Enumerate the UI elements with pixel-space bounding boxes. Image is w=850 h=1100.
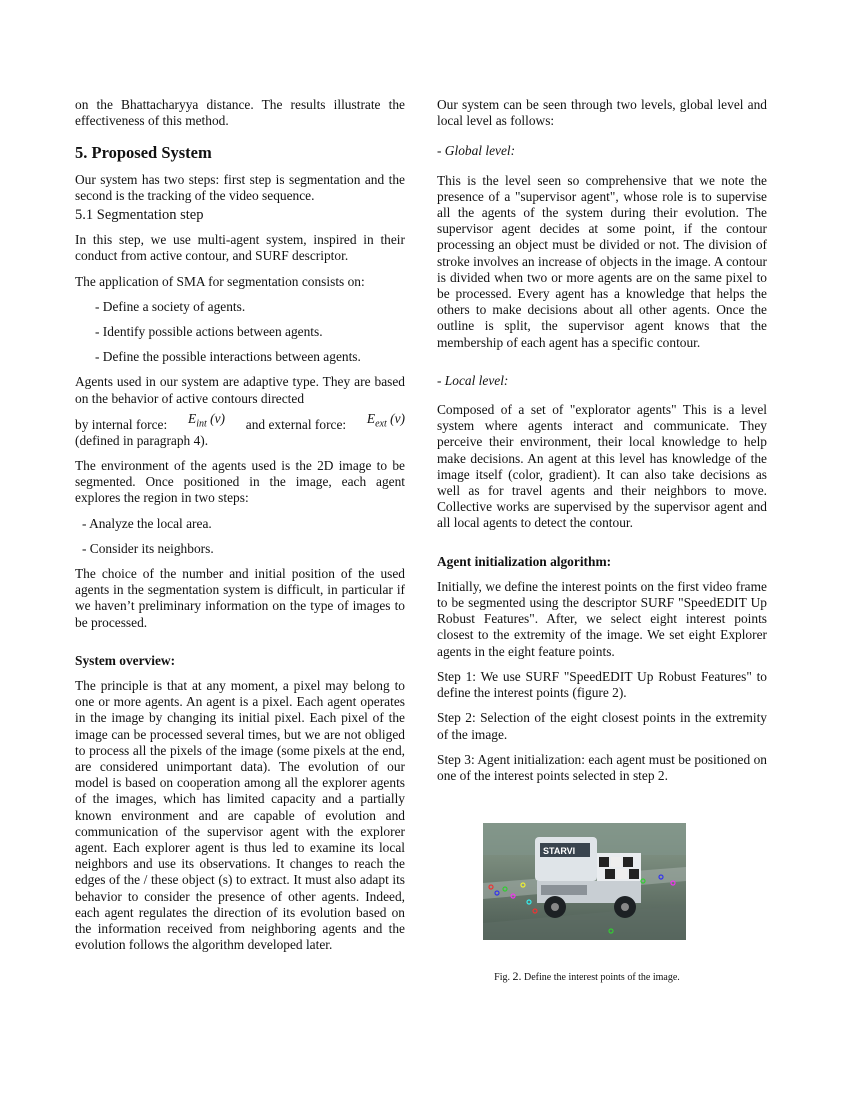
system-overview-heading: System overview:: [75, 652, 176, 668]
list-item: - Identify possible actions between agents.: [95, 324, 323, 340]
step1-paragraph: Step 1: We use SURF "SpeedEDIT Up Robust Features" to define the interest points (figure 2).: [437, 668, 767, 701]
list-item: - Define the possible interactions between agents.: [95, 349, 361, 365]
figure-caption: Fig. 2. Define the interest points of the image.: [494, 969, 680, 983]
section-heading-proposed-system: 5. Proposed System: [75, 143, 212, 163]
truck-figure-image: [483, 823, 686, 940]
initially-paragraph: Initially, we define the interest points on the first video frame to be segmented using the descriptor SURF "SpeedEDIT Up Robust Features". After, we select eight interest points closest to the extremity of the image. We set eight Explorer agents in the eight feature points.: [437, 578, 767, 659]
principle-paragraph: The principle is that at any moment, a pixel may belong to one or more agents. An agent is a pixel. Each agent operates in the image by changing its initial pixel. Each pixel of the image can be processed several times, but we are not obliged to process all the pixels of the image (some pixels at the end, are considered unimportant data). The evolution of our model is based on cooperation among all the explorer agents of the images, which has limited capacity and a partially known environment and are capable of evolution and communication of the supervisor agent with the explorer agent. Each explorer agent is thus led to examine its local neighbors and use its observations. It changes to reach the edges of the / these object (s) to extract. It must also adapt its behavior to consider the presence of other agents. Indeed, each agent regulates the direction of its evolution based on the information received from neighboring agents and the evolution follows the algorithm developed later.: [75, 677, 405, 953]
internal-force-formula: $E_{int}$ (v): [188, 410, 225, 430]
list-item: - Define a society of agents.: [95, 298, 246, 314]
external-force-label: and external force:: [245, 416, 347, 432]
choice-paragraph: The choice of the number and initial position of the used agents in the segmentation system is difficult, in particular if we haven’t preliminary information on the type of images to be processed.: [75, 565, 405, 630]
local-level-heading: - Local level:: [437, 372, 509, 388]
list-item: - Analyze the local area.: [82, 515, 212, 531]
multiagent-paragraph: In this step, we use multi-agent system, inspired in their conduct from active contour, and SURF descriptor.: [75, 232, 405, 264]
truck-logo-text: STARVI: [543, 846, 576, 856]
local-level-paragraph: Composed of a set of "explorator agents" This is a level system where agents interact and communicate. They perceive their environment, their local knowledge to help make decisions. An agent at this level has knowledge of the image itself (color, gradient). It can also take decisions as well as for travel agents and their neighbors to move. Collective works are supervised by the supervisor agent and all local agents to detect the contour.: [437, 402, 767, 531]
defined-paragraph: (defined in paragraph 4).: [75, 432, 209, 448]
global-level-paragraph: This is the level seen so comprehensive that we note the presence of a "supervisor agent", whose role is to supervise all the agents of the system during their evolution. The supervisor agent decides at some point, if the contour processing an object must be divided or not. The division of stroke involves an increase of objects in the image. A contour is divided when two or more agents are on the same pixel to be processed. Every agent has a knowledge that helps the others to make decisions about all other agents. Once the outline is split, the supervisor agent knows that the membership of each agent has a specific contour.: [437, 172, 767, 350]
forces-line: [75, 411, 405, 433]
subsection-heading-segmentation: 5.1 Segmentation step: [75, 207, 204, 224]
internal-force-label: by internal force:: [75, 416, 168, 432]
environment-paragraph: The environment of the agents used is the 2D image to be segmented. Once positioned in the image, each agent explores the region in two steps:: [75, 457, 405, 506]
levels-paragraph: Our system can be seen through two levels, global level and local level as follows:: [437, 97, 767, 129]
left-column: [75, 97, 405, 962]
step2-paragraph: Step 2: Selection of the eight closest points in the extremity of the image.: [437, 710, 767, 742]
steps-paragraph: Our system has two steps: first step is segmentation and the second is the tracking of the video sequence.: [75, 171, 405, 203]
list-item: - Consider its neighbors.: [82, 540, 214, 556]
step3-paragraph: Step 3: Agent initialization: each agent must be positioned on one of the interest points selected in step 2.: [437, 751, 767, 783]
global-level-heading: - Global level:: [437, 143, 516, 159]
right-column: [437, 97, 767, 793]
sma-paragraph: The application of SMA for segmentation consists on:: [75, 273, 365, 289]
intro-paragraph: on the Bhattacharyya distance. The results illustrate the effectiveness of this method.: [75, 97, 405, 129]
external-force-formula: $E_{ext}$ (v): [366, 410, 405, 430]
agents-paragraph: Agents used in our system are adaptive type. They are based on the behavior of active contours directed: [75, 374, 405, 406]
algorithm-heading: Agent initialization algorithm:: [437, 553, 612, 569]
